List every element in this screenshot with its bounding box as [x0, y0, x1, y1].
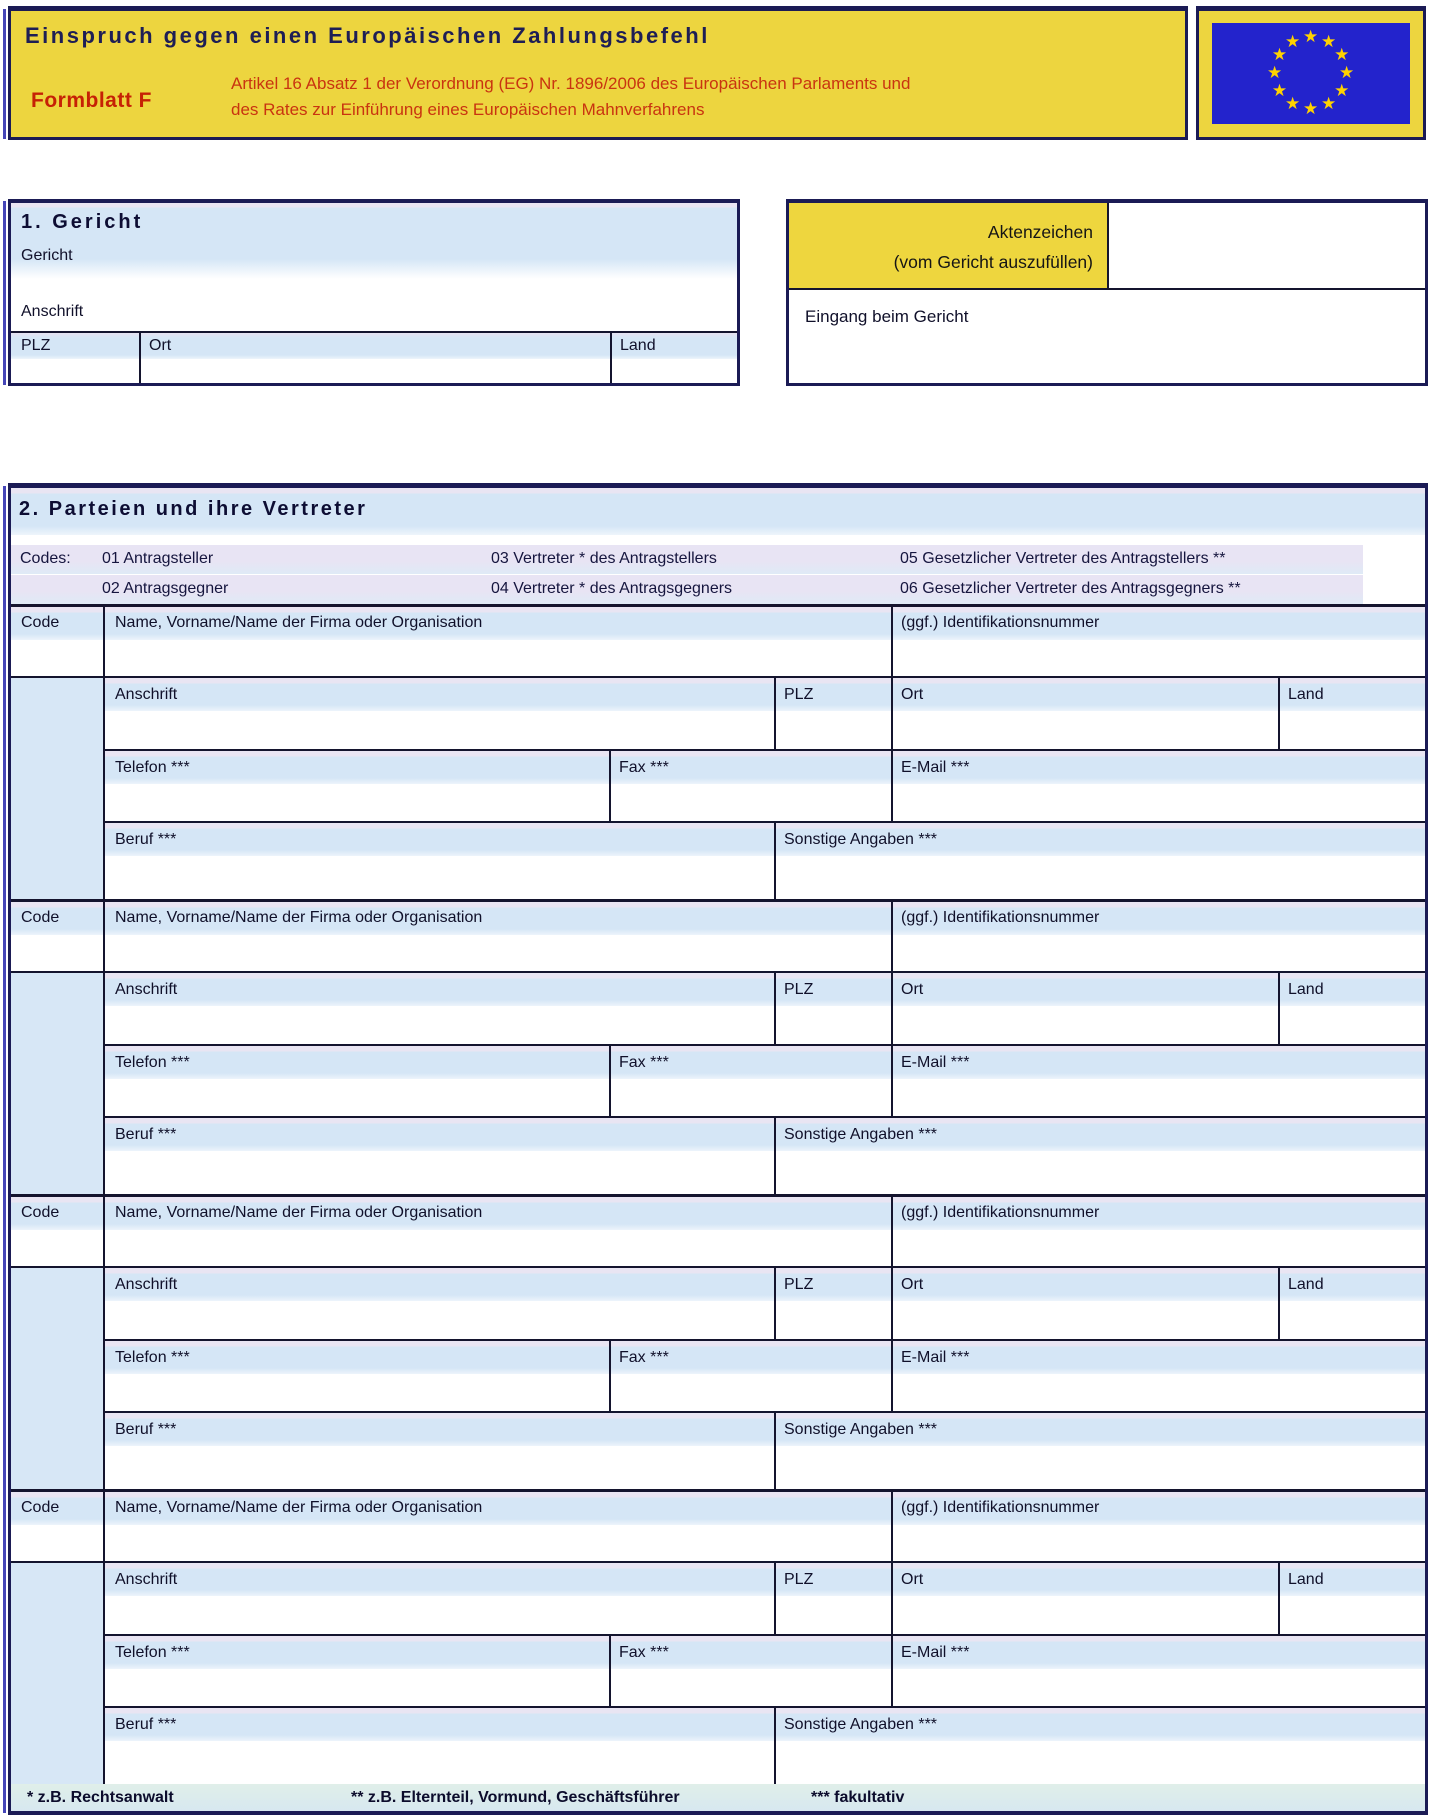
- party-postcode-input[interactable]: [776, 713, 889, 747]
- party-city-label: Ort: [901, 1571, 924, 1588]
- row-label-band: [105, 1118, 1425, 1151]
- party-address-label: Anschrift: [115, 686, 178, 703]
- party-address-label: Anschrift: [115, 1276, 178, 1293]
- row-label-band: [105, 1563, 1425, 1596]
- party-fax-input[interactable]: [611, 1376, 889, 1409]
- party-email-label: E-Mail ***: [901, 759, 970, 776]
- party-code-input[interactable]: [11, 1232, 101, 1264]
- party-name-label: Name, Vorname/Name der Firma oder Organisation: [115, 614, 483, 631]
- footnote-single-star: * z.B. Rechtsanwalt: [27, 1789, 174, 1806]
- party-phone-input[interactable]: [105, 1081, 607, 1114]
- grid-line: [11, 971, 1425, 973]
- party-postcode-label: PLZ: [784, 1276, 814, 1293]
- party-code-label: Code: [21, 1204, 60, 1221]
- party-occupation-label: Beruf ***: [115, 1126, 177, 1143]
- party-block-3: [11, 1194, 1425, 1489]
- grid-line: [103, 1044, 1425, 1046]
- party-occupation-input[interactable]: [105, 1448, 772, 1488]
- footnote-double-star: ** z.B. Elternteil, Vormund, Geschäftsführer: [351, 1789, 680, 1806]
- party-id-label: (ggf.) Identifikationsnummer: [901, 614, 1100, 631]
- party-city-input[interactable]: [893, 1303, 1276, 1337]
- party-name-label: Name, Vorname/Name der Firma oder Organisation: [115, 1204, 483, 1221]
- party-city-input[interactable]: [893, 713, 1276, 747]
- party-phone-input[interactable]: [105, 1671, 607, 1704]
- party-name-input[interactable]: [105, 937, 889, 969]
- party-address-input[interactable]: [105, 713, 772, 747]
- party-country-label: Land: [1288, 981, 1324, 998]
- eu-flag-panel: [1196, 6, 1426, 140]
- party-occupation-input[interactable]: [105, 1153, 772, 1193]
- code-04: 04 Vertreter * des Antragsgegners: [491, 580, 733, 597]
- party-code-label: Code: [21, 909, 60, 926]
- grid-line: [103, 1411, 1425, 1413]
- row-label-band: [105, 678, 1425, 711]
- party-address-input[interactable]: [105, 1598, 772, 1632]
- row-label-band: [105, 1341, 1425, 1374]
- eu-flag-icon: [1212, 23, 1410, 124]
- eu-flag-star: ★: [1334, 81, 1350, 100]
- court-address-label: Anschrift: [21, 303, 84, 320]
- grid-line: [11, 1266, 1425, 1268]
- party-block-2: [11, 899, 1425, 1194]
- party-email-input[interactable]: [893, 786, 1425, 819]
- row-label-band: [105, 1046, 1425, 1079]
- party-postcode-input[interactable]: [776, 1008, 889, 1042]
- row-label-band: [105, 1636, 1425, 1669]
- eu-flag-star: ★: [1271, 45, 1288, 64]
- grid-line: [11, 899, 1425, 902]
- header-panel: [8, 6, 1188, 140]
- party-occupation-label: Beruf ***: [115, 1421, 177, 1438]
- party-postcode-input[interactable]: [776, 1598, 889, 1632]
- grid-line: [11, 1561, 1425, 1563]
- party-occupation-input[interactable]: [105, 1743, 772, 1783]
- grid-line: [103, 1634, 1425, 1636]
- footnote-triple-star: *** fakultativ: [811, 1789, 905, 1806]
- court-city-input[interactable]: [141, 359, 608, 383]
- court-section-title: 1. Gericht: [21, 211, 144, 233]
- party-fax-input[interactable]: [611, 1671, 889, 1704]
- parties-section: [8, 483, 1428, 1815]
- party-other-input[interactable]: [776, 1153, 1425, 1193]
- party-occupation-label: Beruf ***: [115, 831, 177, 848]
- row-label-band: [105, 751, 1425, 784]
- party-country-label: Land: [1288, 1276, 1324, 1293]
- party-city-label: Ort: [901, 1276, 924, 1293]
- party-email-input[interactable]: [893, 1376, 1425, 1409]
- party-phone-label: Telefon ***: [115, 1349, 190, 1366]
- court-postcode-label: PLZ: [21, 337, 51, 354]
- party-email-input[interactable]: [893, 1081, 1425, 1114]
- regulation-line-2: des Rates zur Einführung eines Europäischen Mahnverfahrens: [231, 100, 705, 119]
- court-name-label: Gericht: [21, 247, 73, 264]
- party-fax-label: Fax ***: [619, 1054, 669, 1071]
- code-01: 01 Antragsteller: [102, 550, 214, 567]
- party-phone-label: Telefon ***: [115, 1054, 190, 1071]
- party-email-input[interactable]: [893, 1671, 1425, 1704]
- eu-flag-star: ★: [1271, 81, 1288, 100]
- court-country-input[interactable]: [612, 359, 737, 383]
- party-phone-input[interactable]: [105, 1376, 607, 1409]
- party-block-4: [11, 1489, 1425, 1784]
- party-name-label: Name, Vorname/Name der Firma oder Organisation: [115, 1499, 483, 1516]
- form-title: Einspruch gegen einen Europäischen Zahlungsbefehl: [25, 23, 710, 48]
- party-other-input[interactable]: [776, 858, 1425, 898]
- code-column-band: [11, 1563, 103, 1784]
- party-fax-label: Fax ***: [619, 1644, 669, 1661]
- case-reference-input[interactable]: [1111, 203, 1425, 286]
- party-other-input[interactable]: [776, 1743, 1425, 1783]
- party-city-label: Ort: [901, 686, 924, 703]
- party-occupation-input[interactable]: [105, 858, 772, 898]
- row-label-band: [105, 1708, 1425, 1741]
- eu-flag-star: ★: [1339, 63, 1355, 82]
- code-06: 06 Gesetzlicher Vertreter des Antragsgegners **: [900, 580, 1241, 597]
- party-id-input[interactable]: [893, 642, 1425, 674]
- code-column-band: [11, 973, 103, 1194]
- grid-line: [103, 1116, 1425, 1118]
- regulation-text: [231, 71, 1061, 123]
- party-fax-input[interactable]: [611, 786, 889, 819]
- row-label-band: [105, 1413, 1425, 1446]
- party-country-input[interactable]: [1280, 1303, 1425, 1337]
- page-edge-rule: [3, 9, 6, 139]
- eu-flag-star: ★: [1321, 31, 1337, 51]
- grid-line: [11, 1194, 1425, 1197]
- party-other-label: Sonstige Angaben ***: [784, 831, 938, 848]
- court-section: [8, 199, 740, 386]
- party-postcode-label: PLZ: [784, 686, 814, 703]
- party-country-input[interactable]: [1280, 1598, 1425, 1632]
- code-column-band: [11, 1268, 103, 1489]
- party-email-label: E-Mail ***: [901, 1349, 970, 1366]
- party-id-input[interactable]: [893, 1527, 1425, 1559]
- row-label-band: [105, 973, 1425, 1006]
- party-id-label: (ggf.) Identifikationsnummer: [901, 909, 1100, 926]
- page-edge-rule: [3, 201, 6, 385]
- eu-flag-star: ★: [1334, 45, 1350, 64]
- party-occupation-label: Beruf ***: [115, 1716, 177, 1733]
- party-address-label: Anschrift: [115, 981, 178, 998]
- party-name-label: Name, Vorname/Name der Firma oder Organisation: [115, 909, 483, 926]
- case-reference-band: [789, 203, 1107, 288]
- grid-line: [103, 1706, 1425, 1708]
- party-code-label: Code: [21, 614, 60, 631]
- code-column-band: [11, 678, 103, 899]
- row-label-band: [105, 823, 1425, 856]
- party-address-label: Anschrift: [115, 1571, 178, 1588]
- grid-line: [103, 749, 1425, 751]
- party-postcode-label: PLZ: [784, 1571, 814, 1588]
- codes-label: Codes:: [20, 550, 71, 567]
- eu-flag-star: ★: [1285, 94, 1301, 114]
- party-id-label: (ggf.) Identifikationsnummer: [901, 1204, 1100, 1221]
- party-postcode-label: PLZ: [784, 981, 814, 998]
- party-name-input[interactable]: [105, 1527, 889, 1559]
- party-phone-label: Telefon ***: [115, 1644, 190, 1661]
- party-address-input[interactable]: [105, 1303, 772, 1337]
- code-03: 03 Vertreter * des Antragstellers: [491, 550, 717, 567]
- party-country-label: Land: [1288, 686, 1324, 703]
- grid-line: [11, 604, 1425, 607]
- party-city-input[interactable]: [893, 1008, 1276, 1042]
- party-other-label: Sonstige Angaben ***: [784, 1126, 938, 1143]
- party-fax-label: Fax ***: [619, 1349, 669, 1366]
- party-address-input[interactable]: [105, 1008, 772, 1042]
- row-label-band: [105, 1268, 1425, 1301]
- party-country-label: Land: [1288, 1571, 1324, 1588]
- party-code-input[interactable]: [11, 642, 101, 674]
- party-other-label: Sonstige Angaben ***: [784, 1716, 938, 1733]
- court-postcode-input[interactable]: [11, 359, 137, 383]
- party-phone-input[interactable]: [105, 786, 607, 819]
- court-city-label: Ort: [149, 337, 172, 354]
- party-code-input[interactable]: [11, 1527, 101, 1559]
- parties-section-title: 2. Parteien und ihre Vertreter: [19, 498, 368, 520]
- case-reference-line-1: Aktenzeichen: [987, 222, 1093, 242]
- grid-line: [103, 1339, 1425, 1341]
- grid-line: [1107, 203, 1109, 288]
- grid-line: [11, 1489, 1425, 1492]
- party-city-input[interactable]: [893, 1598, 1276, 1632]
- party-id-input[interactable]: [893, 937, 1425, 969]
- case-received-label: Eingang beim Gericht: [805, 307, 969, 326]
- eu-flag-star: ★: [1303, 27, 1319, 46]
- party-name-input[interactable]: [105, 1232, 889, 1264]
- party-country-input[interactable]: [1280, 1008, 1425, 1042]
- party-phone-label: Telefon ***: [115, 759, 190, 776]
- case-received-input[interactable]: [789, 333, 1425, 381]
- party-email-label: E-Mail ***: [901, 1644, 970, 1661]
- eu-flag-star: ★: [1321, 94, 1337, 114]
- party-country-input[interactable]: [1280, 713, 1425, 747]
- regulation-line-1: Artikel 16 Absatz 1 der Verordnung (EG) Nr. 1896/2006 des Europäischen Parlaments und: [231, 74, 911, 93]
- grid-line: [103, 821, 1425, 823]
- party-postcode-input[interactable]: [776, 1303, 889, 1337]
- party-other-label: Sonstige Angaben ***: [784, 1421, 938, 1438]
- eu-flag-star: ★: [1303, 99, 1319, 118]
- party-id-label: (ggf.) Identifikationsnummer: [901, 1499, 1100, 1516]
- party-name-input[interactable]: [105, 642, 889, 674]
- party-fax-input[interactable]: [611, 1081, 889, 1114]
- court-name-input[interactable]: [121, 243, 731, 275]
- page-edge-rule: [3, 486, 6, 1813]
- grid-line: [789, 288, 1425, 290]
- eu-flag-star: ★: [1285, 31, 1301, 51]
- party-block-1: [11, 604, 1425, 899]
- party-id-input[interactable]: [893, 1232, 1425, 1264]
- court-address-input[interactable]: [121, 299, 731, 329]
- party-code-label: Code: [21, 1499, 60, 1516]
- code-05: 05 Gesetzlicher Vertreter des Antragstellers **: [900, 550, 1226, 567]
- eu-flag-star: ★: [1267, 63, 1283, 82]
- party-city-label: Ort: [901, 981, 924, 998]
- form-number-label: Formblatt F: [31, 89, 152, 112]
- court-country-label: Land: [620, 337, 656, 354]
- footnote-band: [11, 1784, 1425, 1811]
- code-02: 02 Antragsgegner: [102, 580, 229, 597]
- party-code-input[interactable]: [11, 937, 101, 969]
- case-reference-section: [786, 199, 1428, 386]
- grid-line: [11, 676, 1425, 678]
- party-email-label: E-Mail ***: [901, 1054, 970, 1071]
- case-reference-label: [789, 217, 1093, 277]
- party-other-input[interactable]: [776, 1448, 1425, 1488]
- party-fax-label: Fax ***: [619, 759, 669, 776]
- case-reference-line-2: (vom Gericht auszufüllen): [893, 252, 1093, 272]
